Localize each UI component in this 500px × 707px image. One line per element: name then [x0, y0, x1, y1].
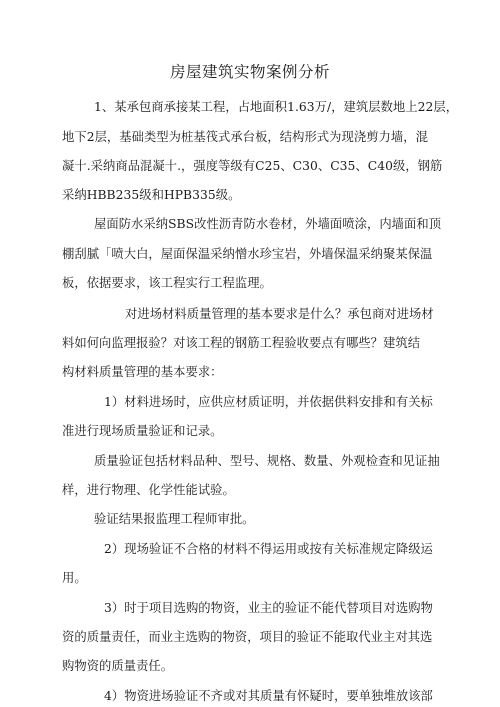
paragraph-line: 样，进行物理、化学性能试验。: [62, 483, 235, 497]
paragraph-line: 1、某承包商承接某工程，占地面积1.63万/，建筑层数地上22层，: [94, 100, 459, 114]
paragraph-line: 地下2层，基础类型为桩基筏式承台板，结构形式为现浇剪力墙，混: [62, 130, 428, 144]
paragraph-line: 棚刮腻「喷大白，屋面保温采纳憎水珍宝岩，外墙保温采纳聚某保温: [62, 247, 433, 261]
paragraph-line: 2）现场验证不合格的材料不得运用或按有关标准规定降级运: [104, 542, 433, 556]
paragraph-line: 采纳HBB235级和HPB335级。: [62, 188, 241, 202]
paragraph-line: 资的质量责任，而业主选购的物资，项目的验证不能取代业主对其选: [62, 630, 433, 644]
paragraph-line: 质量验证包括材料品种、型号、规格、数量、外观检查和见证抽: [94, 454, 440, 468]
paragraph-line: 验证结果报监理工程师审批。: [94, 512, 255, 526]
paragraph-line: 板，依据要求，该工程实行工程监理。: [62, 276, 272, 290]
paragraph-line: 料如何向监理报验？对该工程的钢筋工程验收要点有哪些？建筑结: [62, 336, 421, 350]
paragraph-line: 用。: [62, 571, 87, 585]
paragraph-line: 构材料质量管理的基本要求：: [62, 365, 223, 379]
document-title: 房屋建筑实物案例分析: [169, 63, 330, 81]
paragraph-line: 准进行现场质量验证和记录。: [62, 424, 223, 438]
paragraph-line: 3）时于项目选购的物资，业主的验证不能代替项目对选购物: [104, 601, 433, 615]
paragraph-line: 屋面防水采纳SBS改性沥青防水卷材，外墙面喷涂，内墙面和顶: [94, 217, 442, 231]
paragraph-line: 凝十.采纳商品混凝十.，强度等级有C25、C30、C35、C40级，钢筋: [62, 159, 443, 173]
paragraph-line: 1）材料进场时，应供应材质证明，并依据供料安排和有关标: [104, 395, 433, 409]
paragraph-line: 对进场材料质量管理的基本要求是什么？承包商对进场材: [125, 307, 434, 321]
paragraph-line: 4）物资进场验证不齐或对其质量有怀疑时，要单独堆放该部: [104, 689, 433, 703]
paragraph-line: 购物资的质量责任。: [62, 659, 174, 673]
